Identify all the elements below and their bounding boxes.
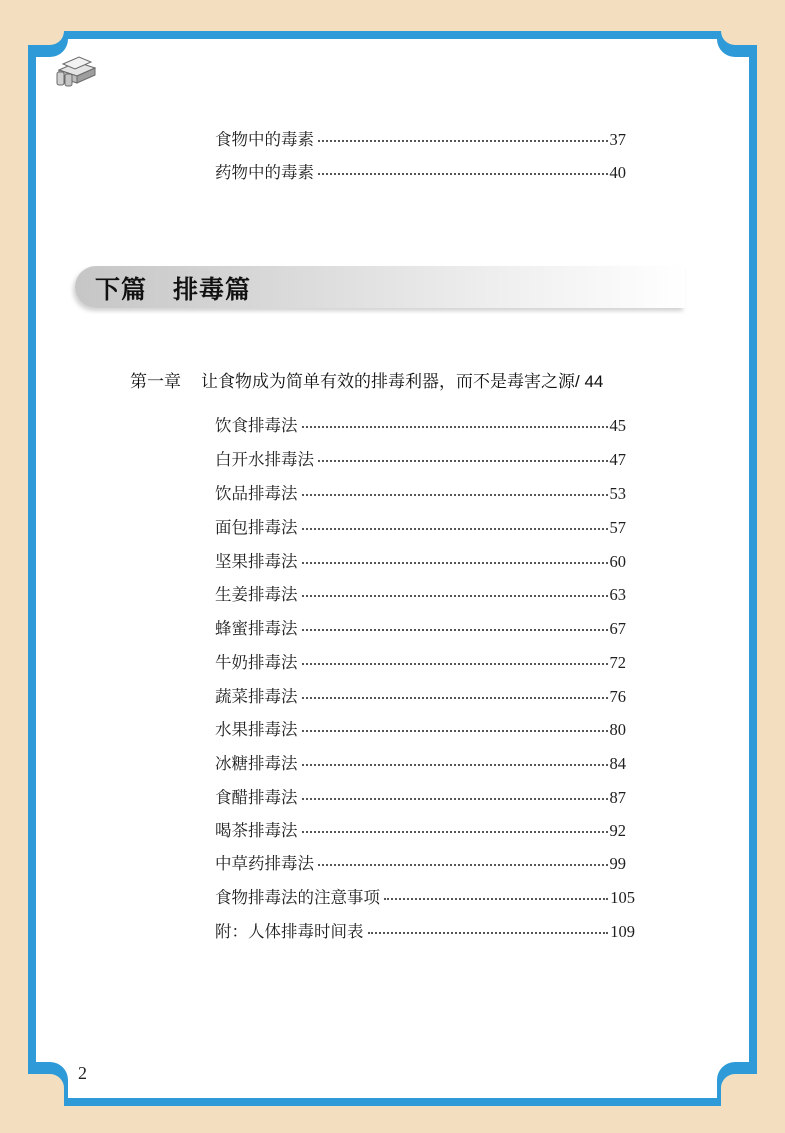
toc-entry-page: 53 [609, 484, 626, 503]
toc-entry-title: 坚果排毒法 [215, 552, 298, 571]
dot-leader [302, 663, 608, 665]
stacked-books-icon [55, 52, 97, 88]
toc-entry-title: 食物中的毒素 [215, 130, 314, 149]
toc-entry-page: 84 [609, 754, 626, 773]
dot-leader [302, 562, 608, 564]
dot-leader [302, 595, 608, 597]
part-banner [75, 266, 685, 308]
chapter-page: / 44 [575, 372, 604, 391]
toc-entry-page: 76 [609, 687, 626, 706]
toc-entry-title: 牛奶排毒法 [215, 653, 298, 672]
toc-entry-title: 中草药排毒法 [215, 854, 314, 873]
toc-entry[interactable] [215, 414, 626, 438]
toc-entry-title: 生姜排毒法 [215, 585, 298, 604]
toc-entry[interactable] [215, 718, 626, 742]
toc-entry-page: 105 [610, 888, 635, 907]
chapter-label: 第一章 [130, 372, 181, 392]
toc-entry[interactable] [215, 786, 626, 810]
toc-entry[interactable] [215, 752, 626, 776]
dot-leader [318, 864, 608, 866]
toc-entry-page: 87 [609, 788, 626, 807]
dot-leader [302, 426, 608, 428]
dot-leader [302, 764, 608, 766]
dot-leader [384, 898, 608, 900]
toc-entry[interactable] [215, 651, 626, 675]
toc-entry-title: 食醋排毒法 [215, 788, 298, 807]
dot-leader [368, 932, 609, 934]
toc-entry-title: 药物中的毒素 [215, 163, 314, 182]
toc-entry[interactable] [215, 685, 626, 709]
chapter-title: 让食物成为简单有效的排毒利器，而不是毒害之源 [201, 372, 575, 392]
toc-entry-page: 45 [609, 416, 626, 435]
dot-leader [302, 494, 608, 496]
toc-entry-page: 60 [609, 552, 626, 571]
dot-leader [302, 528, 608, 530]
toc-entry[interactable] [215, 886, 635, 910]
toc-entry-page: 80 [609, 720, 626, 739]
toc-entry-title: 附：人体排毒时间表 [215, 922, 364, 941]
toc-entry[interactable] [215, 819, 626, 843]
dot-leader [318, 173, 608, 175]
toc-entry[interactable] [215, 583, 626, 607]
chapter-heading[interactable] [130, 370, 603, 394]
dot-leader [302, 629, 608, 631]
toc-entry[interactable] [215, 852, 626, 876]
toc-entry[interactable] [215, 920, 635, 944]
toc-entry-title: 饮食排毒法 [215, 416, 298, 435]
toc-entry[interactable] [215, 516, 626, 540]
toc-entry-page: 40 [609, 163, 626, 182]
part-title: 下篇 排毒篇 [95, 275, 252, 304]
toc-entry-title: 食物排毒法的注意事项 [215, 888, 380, 907]
toc-entry[interactable] [215, 482, 626, 506]
toc-entry-title: 水果排毒法 [215, 720, 298, 739]
page-number: 2 [78, 1063, 87, 1083]
toc-entry[interactable] [215, 128, 626, 152]
toc-entry-page: 92 [609, 821, 626, 840]
toc-entry-title: 白开水排毒法 [215, 450, 314, 469]
toc-entry-page: 47 [609, 450, 626, 469]
dot-leader [302, 697, 608, 699]
toc-entry-page: 37 [609, 130, 626, 149]
toc-entry-page: 72 [609, 653, 626, 672]
toc-entry[interactable] [215, 550, 626, 574]
toc-entry-title: 面包排毒法 [215, 518, 298, 537]
dot-leader [302, 831, 608, 833]
dot-leader [302, 798, 608, 800]
toc-entry-page: 57 [609, 518, 626, 537]
toc-entry-page: 63 [609, 585, 626, 604]
toc-entry-title: 蜂蜜排毒法 [215, 619, 298, 638]
dot-leader [318, 460, 608, 462]
toc-entry[interactable] [215, 448, 626, 472]
dot-leader [318, 140, 608, 142]
toc-entry-title: 蔬菜排毒法 [215, 687, 298, 706]
toc-entry[interactable] [215, 161, 626, 185]
toc-entry[interactable] [215, 617, 626, 641]
toc-entry-title: 喝茶排毒法 [215, 821, 298, 840]
toc-entry-title: 冰糖排毒法 [215, 754, 298, 773]
toc-entry-page: 67 [609, 619, 626, 638]
toc-entry-page: 99 [609, 854, 626, 873]
dot-leader [302, 730, 608, 732]
toc-entry-page: 109 [610, 922, 635, 941]
toc-entry-title: 饮品排毒法 [215, 484, 298, 503]
